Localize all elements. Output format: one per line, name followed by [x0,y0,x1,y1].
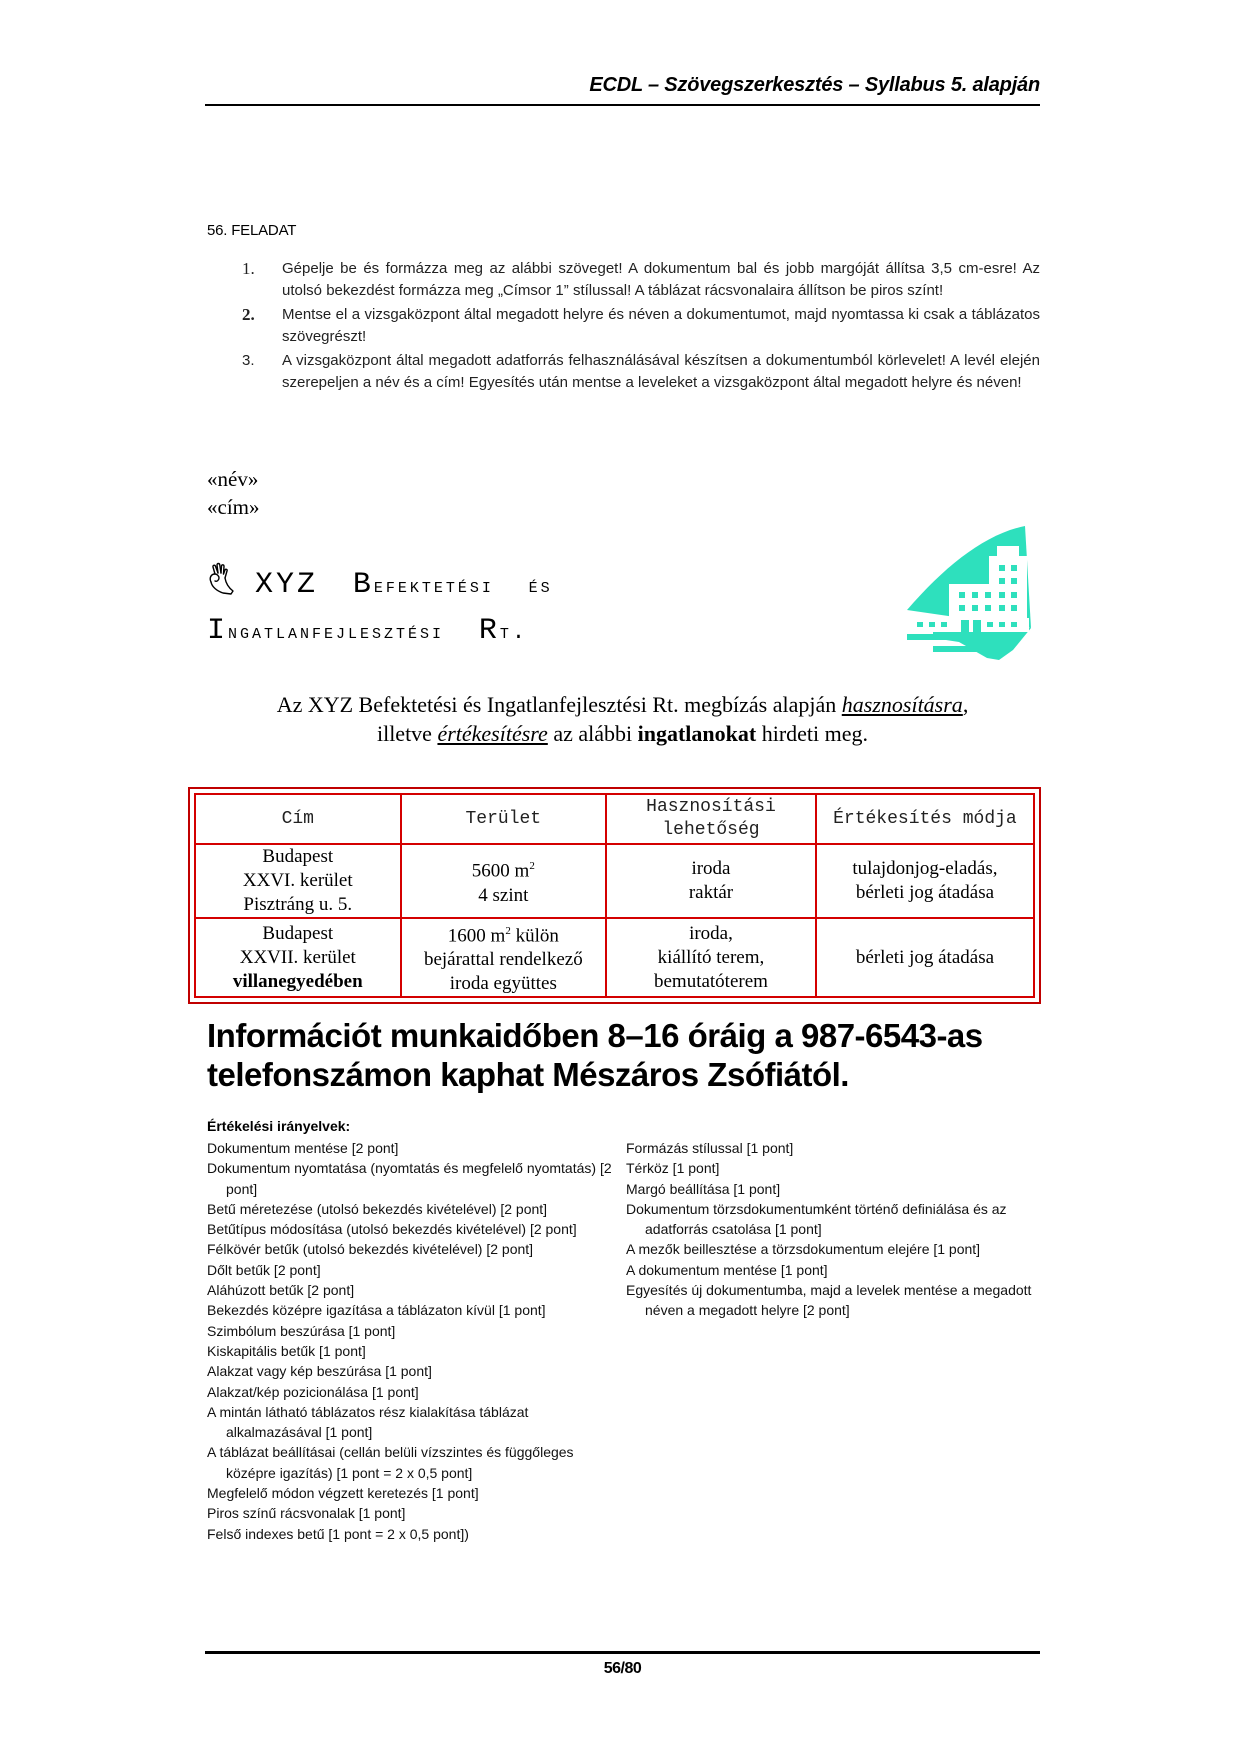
intro-paragraph: Az XYZ Befektetési és Ingatlanfejlesztési Rt. megbízás alapján hasznosításra, illetve értékesítésre az alábbi ingatlanokat hirdeti meg. [276,692,969,746]
header-title: ECDL – Szövegszerkesztés – Syllabus 5. alapján [589,74,1040,96]
grading-list-left [207,1138,627,1544]
column-header-use: Hasznosítási lehetőség [606,794,816,844]
table-row [195,918,1034,997]
task-title: 56. FELADAT [207,222,297,239]
grading-item: Formázás stílussal [1 pont] [626,1140,794,1156]
company-name-line2: Ingatlanfejlesztési Rt. [207,614,529,648]
footer-divider [205,1651,1040,1654]
company-name-line1: XYZ Befektetési és [207,562,553,609]
task-number: 3. [242,352,255,369]
cell-use: iroda, kiállító terem, bemutatóterem [606,918,816,997]
grading-item: A dokumentum mentése [1 pont] [626,1261,828,1278]
column-header-area: Terület [401,794,607,844]
cell-area: 1600 $m^2$ külön bejárattal rendelkező iroda együttes [401,918,607,997]
task-text: Gépelje be és formázza meg az alábbi szöveget! A dokumentum bal és jobb margóját állítsa 3,5 cm-esre! Az utolsó bekezdést formázza meg „Címsor 1” stílussal! A táblázat rácsvonalaira állítson be piros színt! [282,260,1040,299]
task-number: 1. [242,259,255,278]
task-item [242,350,1040,394]
grading-item: Egyesítés új dokumentumba, majd a levelek mentése a megadott néven a megadott helyre [2 pont] [626,1282,1032,1319]
grading-item: Szimbólum beszúrása [1 pont] [207,1322,396,1339]
table-row [195,844,1034,918]
cell-area: 5600 $m^2$ 4 szint [401,844,607,918]
grading-item: Bekezdés középre igazítása a táblázaton kívül [1 pont] [207,1302,546,1319]
company-name [207,562,553,655]
task-list [242,258,1040,396]
emphasis-ertekesitesre: értékesítésre [437,721,548,746]
grading-item: Megfelelő módon végzett keretezés [1 pont] [207,1485,479,1502]
page-header [205,74,1040,106]
task-text: Mentse el a vizsgaközpont által megadott helyre és néven a dokumentumot, majd nyomtassa ki csak a táblázatos szövegrészt! [282,306,1040,345]
property-table-frame [188,787,1041,1004]
grading-item: Dokumentum törzsdokumentumként történő definiálása és az adatforrás csatolása [1 pont] [626,1200,1007,1238]
grading-item: Alakzat/kép pozicionálása [1 pont] [207,1383,419,1400]
grading-item: A táblázat beállításai (cellán belüli vízszintes és függőleges középre igazítás) [1 pont = 2 x 0,5 pont] [207,1444,574,1481]
grading-item: Betű méretezése (utolsó bekezdés kivételével) [2 pont] [207,1200,548,1217]
task-number: 2. [242,305,255,324]
grading-item: Kiskapitális betűk [1 pont] [207,1342,366,1359]
cell-address: Budapest XXVI. kerület Pisztráng u. 5. [195,844,401,918]
hand-ok-icon [207,562,237,596]
page-number: 56/80 [603,1660,642,1677]
task-item [242,304,1040,348]
grading-item: Dokumentum mentése [2 pont] [207,1140,399,1156]
closing-heading: Információt munkaidőben 8–16 óráig a 987-6543-as telefonszámon kaphat Mészáros Zsófiától. [207,1017,983,1093]
grading-list-right [626,1138,1056,1321]
cell-use: iroda raktár [606,844,816,918]
grading-item: Félkövér betűk (utolsó bekezdés kivételével) [2 pont] [207,1241,534,1258]
grading-item: A mezők beillesztése a törzsdokumentum elejére [1 pont] [626,1241,981,1258]
grading-item: Alakzat vagy kép beszúrása [1 pont] [207,1363,432,1380]
task-item [242,258,1040,302]
property-table [194,793,1035,998]
cell-sale: tulajdonjog-eladás, bérleti jog átadása [816,844,1034,918]
grading-item: Betűtípus módosítása (utolsó bekezdés kivételével) [2 pont] [207,1221,577,1238]
column-header-sale: Értékesítés módja [816,794,1034,844]
grading-item: Dőlt betűk [2 pont] [207,1261,321,1278]
grading-item: Dokumentum nyomtatása (nyomtatás és megfelelő nyomtatás) [2 pont] [207,1160,612,1197]
emphasis-hasznositasra: hasznosításra [841,692,963,717]
building-logo-icon [893,510,1043,670]
cell-address: Budapest XXVII. kerület villanegyedében [195,918,401,997]
column-header-address: Cím [195,794,401,844]
cell-sale: bérleti jog átadása [816,918,1034,997]
merge-field-address: «cím» [207,495,260,519]
grading-item: Felső indexes betű [1 pont = 2 x 0,5 pont]) [207,1525,469,1542]
grading-item: A mintán látható táblázatos rész kialakítása táblázat alkalmazásával [1 pont] [207,1403,529,1441]
grading-item: Aláhúzott betűk [2 pont] [207,1282,355,1299]
table-header-row [195,794,1034,844]
grading-item: Margó beállítása [1 pont] [626,1180,781,1197]
grading-title: Értékelési irányelvek: [207,1118,351,1134]
emphasis-ingatlanokat: ingatlanokat [637,721,757,746]
merge-field-name: «név» [207,467,259,491]
grading-item: Térköz [1 pont] [626,1160,720,1177]
task-text: A vizsgaközpont által megadott adatforrás felhasználásával készítsen a dokumentumból körlevelet! A levél elején szerepeljen a név és a cím! Egyesítés után mentse a leveleket a vizsgaközpont által megadott helyre és néven! [282,352,1040,391]
grading-item: Piros színű rácsvonalak [1 pont] [207,1505,406,1522]
